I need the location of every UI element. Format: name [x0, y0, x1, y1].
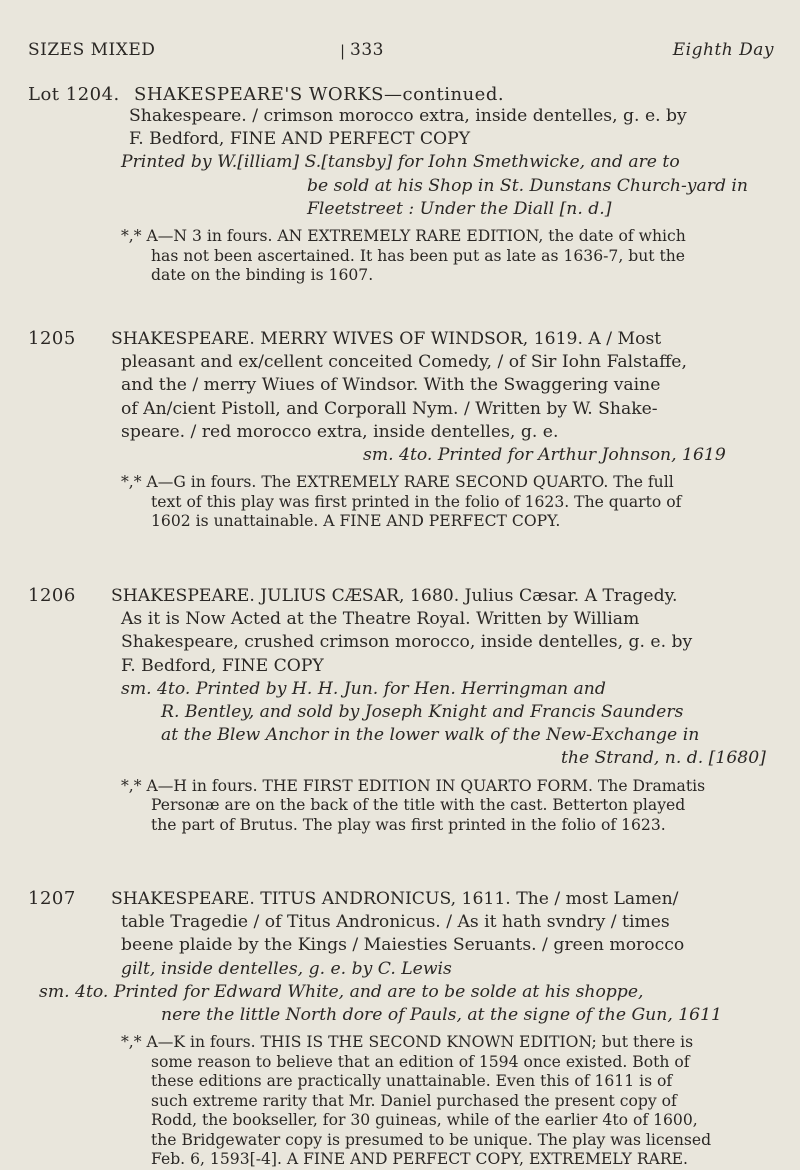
- note-line: *,* A—H in fours. THE FIRST EDITION IN QUARTO FORM. The Dramatis: [121, 776, 706, 795]
- desc-line: nere the little North dore of Pauls, at the signe of the Gun, 1611: [161, 1005, 722, 1026]
- lot-number: 1206: [28, 585, 76, 606]
- note-line: *,* A—K in fours. THIS IS THE SECOND KNOWN EDITION; but there is: [121, 1033, 694, 1052]
- lot-1204: [28, 84, 780, 286]
- desc-line: R. Bentley, and sold by Joseph Knight and Francis Saunders: [161, 702, 684, 723]
- desc-line: As it is Now Acted at the Theatre Royal. Written by William: [121, 609, 640, 630]
- note-line: the Bridgewater copy is presumed to be unique. The play was licensed: [151, 1130, 712, 1149]
- running-header: [28, 40, 774, 64]
- desc-line: Shakespeare. / crimson morocco extra, inside dentelles, g. e. by: [129, 106, 687, 126]
- note-line: 1602 is unattainable. A FINE AND PERFECT COPY.: [151, 512, 561, 531]
- lot-1207: [28, 888, 780, 1170]
- lot-number: 1205: [28, 328, 76, 349]
- lot-note: [121, 1033, 780, 1170]
- lot-note: [121, 227, 780, 286]
- desc-line: SHAKESPEARE. JULIUS CÆSAR, 1680. Julius Cæsar. A Tragedy.: [111, 586, 678, 606]
- note-line: Rodd, the bookseller, for 30 guineas, while of the earlier 4to of 1600,: [151, 1111, 698, 1130]
- note-line: *,* A—N 3 in fours. AN EXTREMELY RARE EDITION, the date of which: [121, 227, 686, 246]
- page-number: 333: [350, 40, 384, 60]
- lot-note: [121, 777, 780, 836]
- lot-1205: [28, 328, 780, 532]
- desc-line: at the Blew Anchor in the lower walk of the New-Exchange in: [161, 725, 700, 746]
- desc-line: gilt, inside dentelles, g. e. by C. Lewis: [121, 958, 452, 979]
- header-left: SIZES MIXED: [28, 40, 156, 60]
- note-line: date on the binding is 1607.: [151, 266, 374, 285]
- desc-line: Fleetstreet : Under the Diall [n. d.]: [307, 198, 612, 219]
- note-line: these editions are practically unattainable. Even this of 1611 is of: [151, 1072, 673, 1091]
- desc-line: F. Bedford, FINE COPY: [121, 655, 324, 676]
- desc-line: be sold at his Shop in St. Dunstans Church-yard in: [307, 175, 748, 196]
- lot-title: SHAKESPEARE'S WORKS—continued.: [134, 84, 505, 105]
- header-divider: |: [340, 42, 346, 60]
- lot-note: [121, 473, 780, 532]
- lot-number: Lot 1204.: [28, 84, 120, 105]
- lot-number: 1207: [28, 888, 76, 909]
- lot-description: [111, 328, 780, 467]
- note-line: some reason to believe that an edition of 1594 once existed. Both of: [151, 1052, 690, 1071]
- note-line: Personæ are on the back of the title with the cast. Betterton played: [151, 796, 686, 815]
- note-line: has not been ascertained. It has been put as late as 1636-7, but the: [151, 246, 686, 265]
- desc-line: of An/cient Pistoll, and Corporall Nym. / Written by W. Shake-: [121, 398, 658, 419]
- desc-line: pleasant and ex/cellent conceited Comedy, / of Sir Iohn Falstaffe,: [121, 352, 687, 373]
- note-line: text of this play was first printed in the folio of 1623. The quarto of: [151, 492, 682, 511]
- lot-heading: [28, 84, 780, 105]
- desc-line: sm. 4to. Printed for Arthur Johnson, 1619: [363, 445, 726, 466]
- desc-line: Shakespeare, crushed crimson morocco, inside dentelles, g. e. by: [121, 632, 693, 653]
- desc-line: SHAKESPEARE. TITUS ANDRONICUS, 1611. The / most Lamen/: [111, 889, 679, 909]
- desc-line: Printed by W.[illiam] S.[tansby] for Iohn Smethwicke, and are to: [121, 152, 680, 173]
- desc-line: sm. 4to. Printed by H. H. Jun. for Hen. Herringman and: [121, 678, 606, 699]
- desc-line: beene plaide by the Kings / Maiesties Seruants. / green morocco: [121, 935, 685, 956]
- desc-line: table Tragedie / of Titus Andronicus. / As it hath svndry / times: [121, 912, 670, 933]
- lot-description: [121, 105, 780, 221]
- note-line: the part of Brutus. The play was first printed in the folio of 1623.: [151, 815, 666, 834]
- desc-line: sm. 4to. Printed for Edward White, and are to be solde at his shoppe,: [39, 981, 644, 1002]
- lot-description: [111, 585, 780, 771]
- note-line: *,* A—G in fours. The EXTREMELY RARE SECOND QUARTO. The full: [121, 473, 674, 492]
- desc-line: the Strand, n. d. [1680]: [561, 748, 766, 769]
- desc-line: SHAKESPEARE. MERRY WIVES OF WINDSOR, 1619. A / Most: [111, 329, 662, 349]
- note-line: such extreme rarity that Mr. Daniel purchased the present copy of: [151, 1091, 677, 1110]
- desc-line: and the / merry Wiues of Windsor. With the Swaggering vaine: [121, 375, 661, 396]
- header-right: Eighth Day: [672, 40, 774, 60]
- desc-line: F. Bedford, FINE AND PERFECT COPY: [129, 129, 471, 150]
- lot-1206: [28, 585, 780, 835]
- desc-line: speare. / red morocco extra, inside dentelles, g. e.: [121, 421, 559, 442]
- note-line: Feb. 6, 1593[-4]. A FINE AND PERFECT COPY, EXTREMELY RARE.: [151, 1150, 688, 1169]
